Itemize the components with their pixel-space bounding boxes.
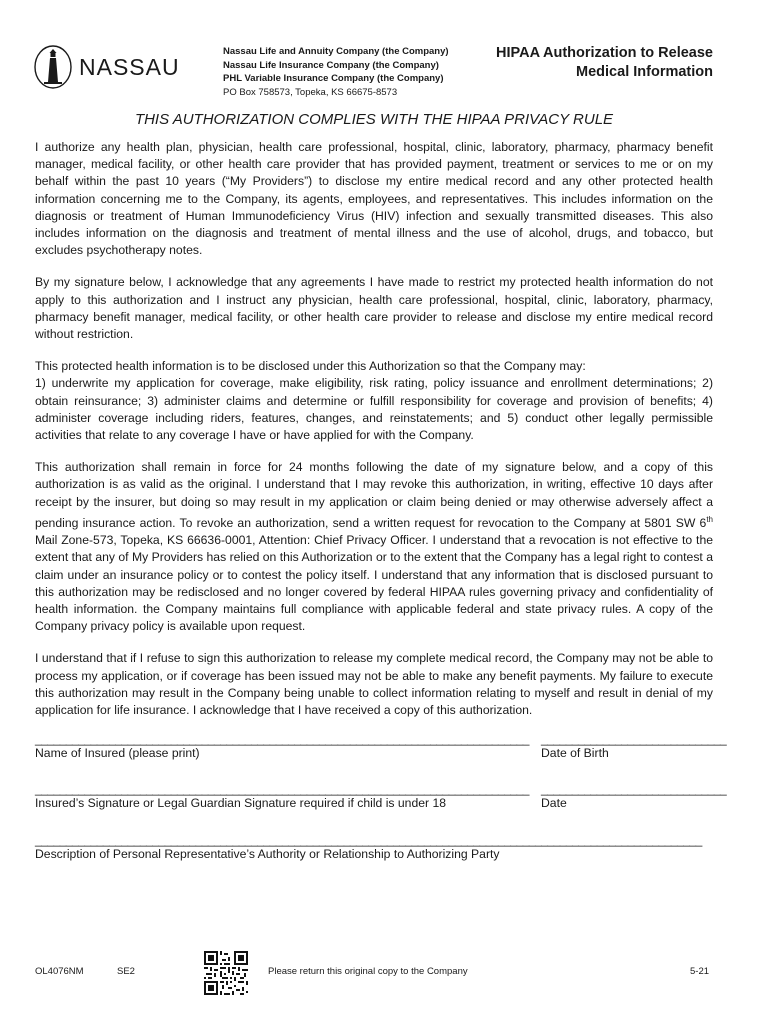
lighthouse-icon bbox=[33, 44, 73, 90]
paragraph-acknowledgement: By my signature below, I acknowledge that any agreements I have made to restrict my protected health information do not apply to this authorization and I instruct any physician, health care professional, hospital, clinic, laboratory, pharmacy, pharmacy benefit manager, medical facility, or other health care provider to release and disclose my entire medical record without restriction. bbox=[35, 275, 713, 342]
name-input-line[interactable]: ________________________________________________________________________________ bbox=[35, 732, 529, 746]
nassau-logo bbox=[33, 44, 180, 90]
form-date-code: 5-21 bbox=[690, 966, 710, 977]
date-label: Date bbox=[541, 796, 567, 810]
purpose-list: 1) underwrite my application for coverage, make eligibility, risk rating, policy issuance and enrollment determinations; 2) obtain reinsurance; 3) administer claims and determine or fulfill responsibility for coverage and provision of benefits; 4) administer coverage including riders, features, changes, and reinstatements; and 5) conduct other legally permissible activities that relate to any coverage I have or have applied for with the Company. bbox=[35, 376, 713, 443]
company-list bbox=[223, 45, 449, 99]
signature-label: Insured’s Signature or Legal Guardian Signature required if child is under 18 bbox=[35, 796, 447, 810]
purpose-intro: This protected health information is to be disclosed under this Authorization so that the Company may: bbox=[35, 359, 586, 374]
company-address: PO Box 758573, Topeka, KS 66675-8573 bbox=[223, 86, 398, 98]
signature-input-line[interactable]: ________________________________________________________________________________ bbox=[35, 782, 529, 796]
form-title: HIPAA Authorization to Release Medical Information bbox=[496, 45, 713, 80]
hipaa-rule-heading: THIS AUTHORIZATION COMPLIES WITH THE HIPAA PRIVACY RULE bbox=[134, 111, 614, 128]
dob-label: Date of Birth bbox=[541, 746, 609, 760]
return-note: Please return this original copy to the Company bbox=[268, 966, 468, 977]
authorization-body bbox=[35, 139, 713, 734]
company-name: Nassau Life Insurance Company (the Company) bbox=[223, 59, 439, 71]
representative-label: Description of Personal Representative’s Authority or Relationship to Authorizing Party bbox=[35, 847, 500, 861]
logo-text: NASSAU bbox=[79, 53, 180, 80]
paragraph-purpose bbox=[35, 358, 713, 444]
name-label: Name of Insured (please print) bbox=[35, 746, 200, 760]
dob-input-line[interactable]: ______________________________ bbox=[541, 732, 727, 746]
qr-code-icon bbox=[204, 951, 248, 995]
date-input-line[interactable]: ______________________________ bbox=[541, 782, 727, 796]
paragraph-refusal: I understand that if I refuse to sign this authorization to release my complete medical record, the Company may not be able to process my application, or if coverage has been issued may not be able to make any benefit payments. My failure to execute this authorization may result in the Company being unable to collect information relating to myself and result in denial of my application for life insurance. I acknowledge that I have received a copy of this authorization. bbox=[35, 651, 713, 717]
representative-input-line[interactable]: ____________________________________________________________________________________________________________ bbox=[35, 833, 702, 847]
paragraph-duration-revocation: This authorization shall remain in force for 24 months following the date of my signature below, and a copy of this authorization is as valid as the original. I understand that I may revoke this authorization, in writing, effective 10 days after receipt by the insurer, but doing so may result in my application or claim being denied or may otherwise adversely affect a pending insurance action. To revoke an authorization, send a written request for revocation to the Company at 5801 SW 6th Mail Zone-573, Topeka, KS 66636-0001, Attention: Chief Privacy Officer. I understand that a revocation is not effective to the extent that any of My Providers has relied on this Authorization or to the extent that the Company has a legal right to contest a claim under an insurance policy or to contest the policy itself. I understand that any information that is disclosed pursuant to this authorization may be redisclosed and no longer covered by federal HIPAA rules governing privacy and confidentiality of health information. the Company maintains full compliance with applicable federal and state privacy rules. A copy of the Company privacy policy is available upon request. bbox=[35, 460, 713, 634]
paragraph-authorization: I authorize any health plan, physician, health care professional, hospital, clinic, laboratory, pharmacy, pharmacy benefit manager, medical facility, or other health care provider that has provided payment, treatment or services to me or on my behalf within the past 10 years (“My Providers”) to disclose my entire medical record and any other protected health information concerning me to the Company, its agents, employees, and representatives. This includes information on the diagnosis or treatment of Human Immunodeficiency Virus (HIV) infection and sexually transmitted diseases. This also includes information on the diagnosis and treatment of mental illness and the use of alcohol, drugs, and tobacco, but excludes psychotherapy notes. bbox=[35, 140, 713, 258]
state-code: SE2 bbox=[117, 966, 135, 977]
company-name: Nassau Life and Annuity Company (the Company) bbox=[223, 46, 449, 57]
form-number: OL4076NM bbox=[35, 966, 84, 977]
company-name: PHL Variable Insurance Company (the Company) bbox=[223, 73, 444, 84]
